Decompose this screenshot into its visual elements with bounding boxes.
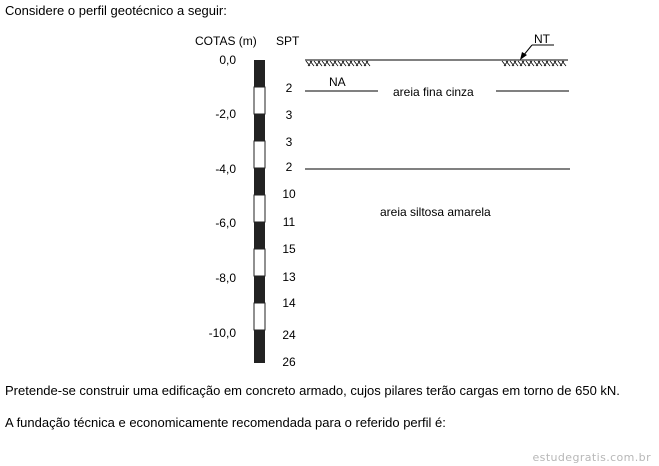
cota-label: -10,0 bbox=[208, 326, 236, 340]
cota-label: -8,0 bbox=[215, 271, 236, 285]
layer-label-bottom: areia siltosa amarela bbox=[380, 205, 491, 219]
na-label: NA bbox=[329, 75, 346, 89]
layer-label-top: areia fina cinza bbox=[393, 85, 474, 99]
cota-label: -4,0 bbox=[215, 162, 236, 176]
ground-hatch-right bbox=[502, 61, 566, 66]
cota-label: 0,0 bbox=[219, 53, 236, 67]
elevation-scale-bar bbox=[254, 60, 265, 363]
watermark: estudegratis.com.br bbox=[532, 451, 651, 464]
cota-label: -2,0 bbox=[215, 107, 236, 121]
intro-text: Considere o perfil geotécnico a seguir: bbox=[5, 3, 227, 18]
ground-hatch-left bbox=[306, 61, 370, 66]
nt-label: NT bbox=[534, 32, 550, 46]
spt-value: 3 bbox=[285, 108, 293, 122]
nt-arrow-icon bbox=[520, 45, 554, 60]
spt-value: 24 bbox=[282, 328, 296, 342]
spt-header: SPT bbox=[276, 34, 300, 48]
cotas-header: COTAS (m) bbox=[195, 34, 257, 48]
spt-value: 15 bbox=[282, 242, 296, 256]
spt-value: 14 bbox=[282, 296, 296, 310]
spt-value: 11 bbox=[282, 215, 296, 229]
question-line-1: Pretende-se construir uma edificação em concreto armado, cujos pilares terão cargas em torno de 650 kN. bbox=[5, 383, 620, 398]
spt-value: 3 bbox=[285, 135, 293, 149]
question-line-2: A fundação técnica e economicamente recomendada para o referido perfil é: bbox=[5, 415, 446, 430]
cota-label: -6,0 bbox=[215, 216, 236, 230]
spt-value: 13 bbox=[282, 270, 296, 284]
spt-value: 2 bbox=[285, 81, 293, 95]
spt-value: 10 bbox=[282, 187, 296, 201]
spt-value: 26 bbox=[282, 355, 296, 369]
spt-value: 2 bbox=[285, 160, 293, 174]
